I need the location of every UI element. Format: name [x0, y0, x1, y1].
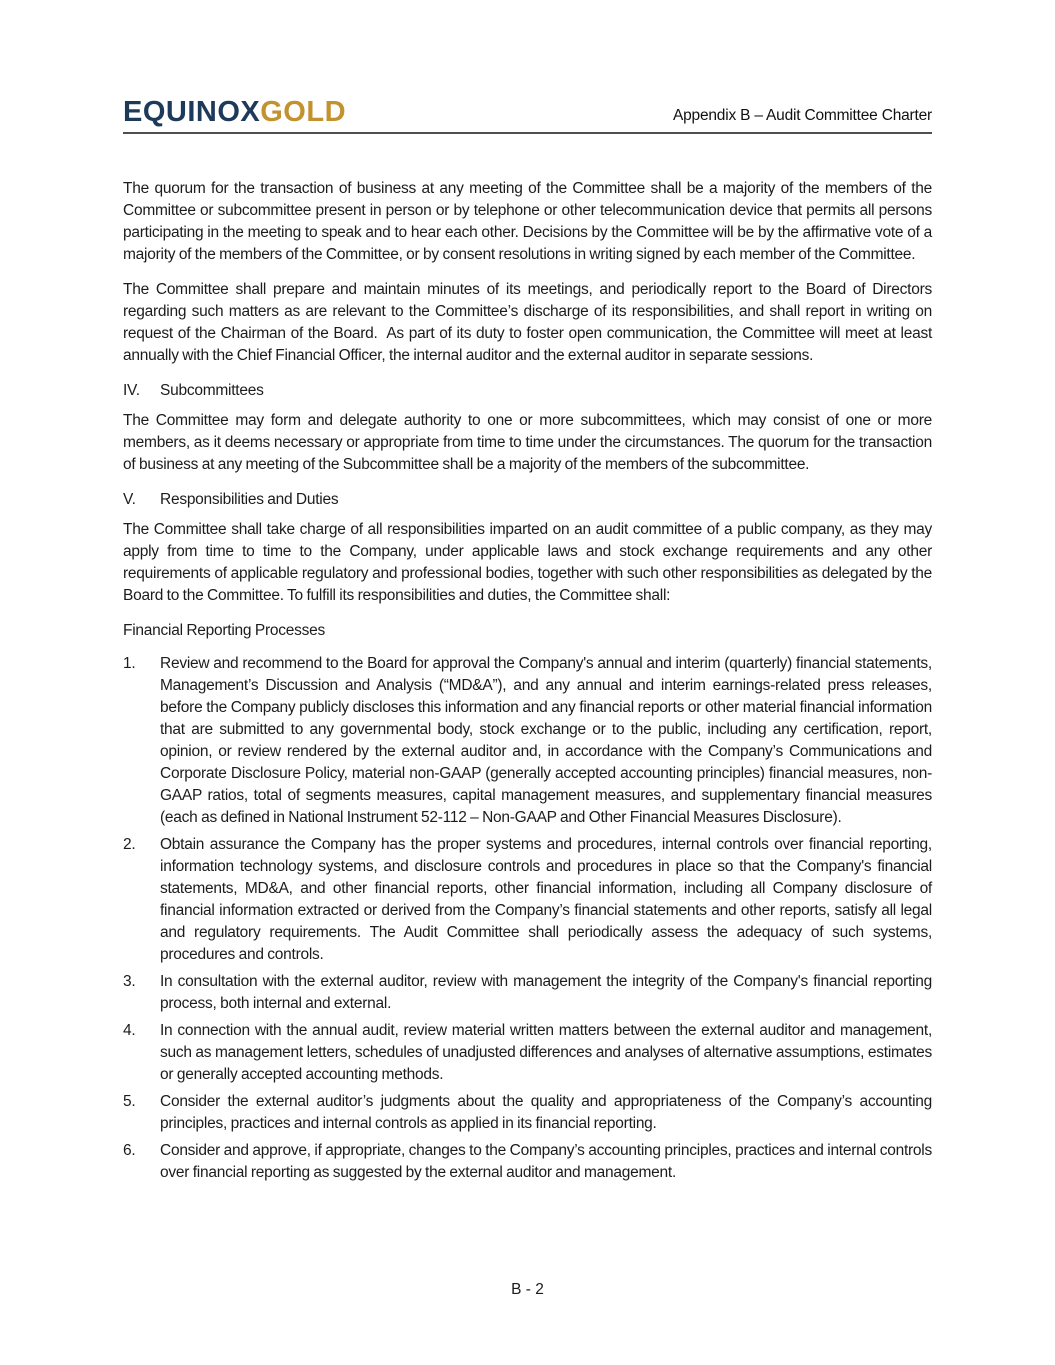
- list-item-number: 5.: [123, 1093, 136, 1110]
- list-item: [123, 1020, 932, 1086]
- page-header: [123, 98, 932, 134]
- list-item-number: 3.: [123, 973, 136, 990]
- header-appendix-title: Appendix B – Audit Committee Charter: [672, 107, 932, 124]
- page-number: B - 2: [511, 1281, 544, 1298]
- list-item-text: In connection with the annual audit, review material written matters between the external auditor and management, such as management letters, schedules of unadjusted differences and analyses of alternative assumptions, estimates or generally accepted accounting methods.: [160, 1022, 932, 1083]
- section-number: IV.: [123, 382, 140, 399]
- list-item: [123, 834, 932, 966]
- list-item-number: 2.: [123, 836, 136, 853]
- list-item-text: Obtain assurance the Company has the proper systems and procedures, internal controls over financial reporting, information technology systems, and disclosure controls and procedures in place so that the Company's financial statements, MD&A, and other financial reports, other financial information, including all Company disclosure of financial information extracted or derived from the Company’s financial statements and other reports, satisfy all legal and regulatory requirements. The Audit Committee shall periodically assess the adequacy of such systems, procedures and controls.: [160, 836, 932, 963]
- list-item: [123, 653, 932, 829]
- equinox-gold-logo: [123, 98, 346, 127]
- logo-text-gold: GOLD: [260, 96, 347, 128]
- list-item-number: 6.: [123, 1142, 136, 1159]
- numbered-list: [123, 653, 932, 1184]
- list-item-number: 4.: [123, 1022, 136, 1039]
- list-item-number: 1.: [123, 655, 136, 672]
- list-item-text: Review and recommend to the Board for approval the Company's annual and interim (quarterly) financial statements, Management’s Discussion and Analysis (“MD&A”), and any annual and interim earnings-related press releases, before the Company publicly discloses this information and any financial reports or other material financial information that are submitted to any governmental body, stock exchange or to the public, including any certification, report, opinion, or review rendered by the external auditor and, in accordance with the Company’s Communications and Corporate Disclosure Policy, material non-GAAP (generally accepted accounting principles) financial measures, non-GAAP ratios, total of segments measures, capital management measures, and supplementary financial measures (each as defined in National Instrument 52-112 – Non-GAAP and Other Financial Measures Disclosure).: [160, 655, 932, 826]
- list-item: [123, 1140, 932, 1184]
- paragraph-responsibilities: The Committee shall take charge of all responsibilities imparted on an audit committee of a public company, as they may apply from time to time to the Company, under applicable laws and stock exchange requirements and any other requirements of applicable regulatory and professional bodies, together with such other responsibilities as delegated by the Board to the Committee. To fulfill its responsibilities and duties, the Committee shall:: [123, 521, 932, 604]
- section-title: Subcommittees: [160, 382, 264, 399]
- paragraph-quorum: The quorum for the transaction of business at any meeting of the Committee shall be a majority of the members of the Committee or subcommittee present in person or by telephone or other telecommunication device that permits all persons participating in the meeting to speak and to hear each other. Decisions by the Committee will be by the affirmative vote of a majority of the members of the Committee, or by consent resolutions in writing signed by each member of the Committee.: [123, 180, 932, 263]
- subheading-financial-reporting-processes: Financial Reporting Processes: [123, 622, 325, 639]
- list-item-text: In consultation with the external auditor, review with management the integrity of the Company's financial reporting process, both internal and external.: [160, 973, 932, 1012]
- section-title: Responsibilities and Duties: [160, 491, 339, 508]
- list-item-text: Consider the external auditor’s judgments about the quality and appropriateness of the Company’s accounting principles, practices and internal controls as applied in its financial reporting.: [160, 1093, 932, 1132]
- list-item: [123, 1091, 932, 1135]
- logo-text-equinox: EQUINOX: [123, 96, 261, 128]
- list-item-text: Consider and approve, if appropriate, changes to the Company’s accounting principles, practices and internal controls over financial reporting as suggested by the external auditor and management.: [160, 1142, 932, 1181]
- paragraph-subcommittees: The Committee may form and delegate authority to one or more subcommittees, which may consist of one or more members, as it deems necessary or appropriate from time to time under the circumstances. The quorum for the transaction of business at any meeting of the Subcommittee shall be a majority of the members of the subcommittee.: [123, 412, 932, 473]
- paragraph-minutes: The Committee shall prepare and maintain minutes of its meetings, and periodically report to the Board of Directors regarding such matters as are relevant to the Committee’s discharge of its responsibilities, and shall report in writing on request of the Chairman of the Board. As part of its duty to foster open communication, the Committee will meet at least annually with the Chief Financial Officer, the internal auditor and the external auditor in separate sessions.: [123, 281, 932, 364]
- section-number: V.: [123, 491, 136, 508]
- list-item: [123, 971, 932, 1015]
- page-footer: [0, 1281, 1055, 1299]
- document-body: [123, 178, 932, 1184]
- section-heading-subcommittees: [123, 380, 932, 402]
- section-heading-responsibilities: [123, 489, 932, 511]
